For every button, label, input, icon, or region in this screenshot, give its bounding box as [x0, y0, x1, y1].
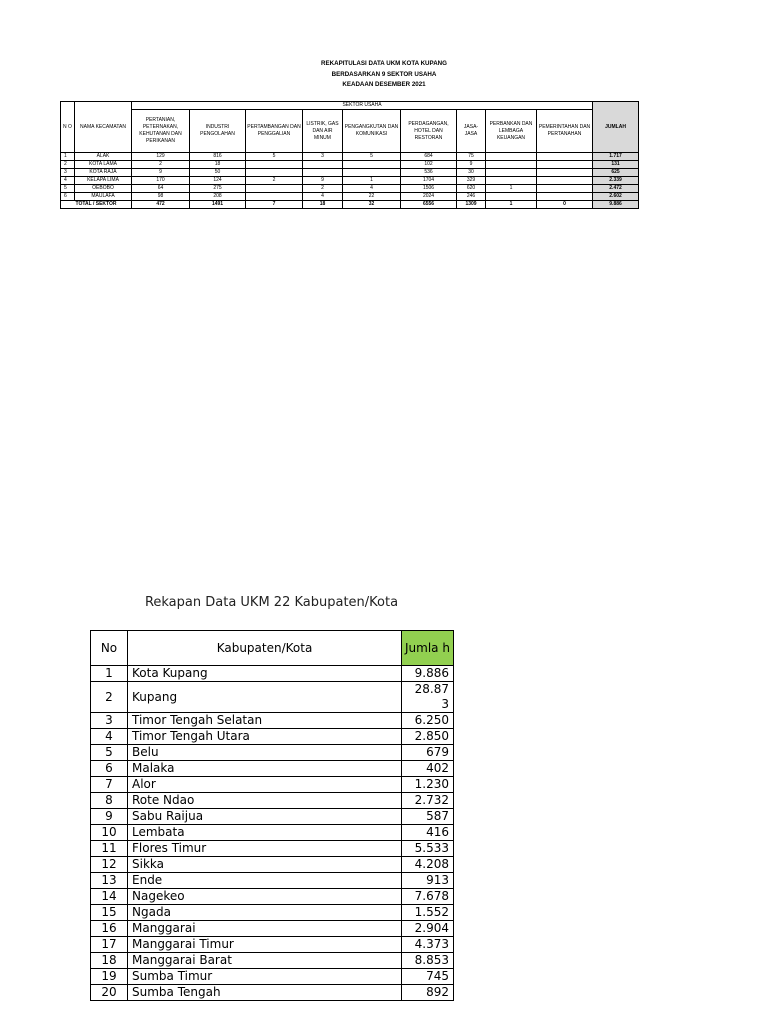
table-row	[91, 745, 454, 761]
table-row	[61, 161, 639, 169]
kab-row-jumlah: 416	[402, 825, 454, 841]
table-row	[91, 761, 454, 777]
kab-row-no: 11	[91, 841, 128, 857]
kab-row-name: Sumba Timur	[128, 969, 402, 985]
kab-row-name: Alor	[128, 777, 402, 793]
row-jumlah: 2.339	[593, 177, 639, 185]
kab-row-jumlah: 8.853	[402, 953, 454, 969]
row-sector-value: 30	[457, 169, 486, 177]
total-sector-value: 32	[343, 201, 401, 209]
row-sector-value	[303, 169, 343, 177]
kab-row-no: 16	[91, 921, 128, 937]
kab-row-name: Timor Tengah Utara	[128, 729, 402, 745]
row-sector-value	[486, 169, 537, 177]
total-sector-value: 0	[537, 201, 593, 209]
table-row	[91, 777, 454, 793]
kab-row-no: 8	[91, 793, 128, 809]
table-row	[91, 969, 454, 985]
table-row	[91, 889, 454, 905]
row-jumlah: 625	[593, 169, 639, 177]
table-row	[91, 729, 454, 745]
kab-row-jumlah: 679	[402, 745, 454, 761]
col-header-no: N O	[61, 102, 75, 153]
table-row	[61, 153, 639, 161]
col-header-sector: PENGANGKUTAN DAN KOMUNIKASI	[343, 110, 401, 153]
col-header-sector: PERBANKAN DAN LEMBAGA KEUANGAN	[486, 110, 537, 153]
kab-row-no: 1	[91, 666, 128, 682]
row-sector-value: 4	[343, 185, 401, 193]
row-sector-value	[486, 177, 537, 185]
col-header-sector: JASA-JASA	[457, 110, 486, 153]
row-no: 1	[61, 153, 75, 161]
row-sector-value: 50	[190, 169, 246, 177]
row-sector-value: 170	[132, 177, 190, 185]
row-sector-value: 246	[457, 193, 486, 201]
table-row	[61, 185, 639, 193]
row-sector-value: 5	[343, 153, 401, 161]
total-sector-value: 1	[486, 201, 537, 209]
row-kecamatan: MAULAFA	[75, 193, 132, 201]
kab-row-name: Belu	[128, 745, 402, 761]
row-kecamatan: ALAK	[75, 153, 132, 161]
row-sector-value: 18	[190, 161, 246, 169]
table-row	[91, 921, 454, 937]
kab-row-jumlah: 1.230	[402, 777, 454, 793]
kabupaten-header-row	[91, 631, 454, 666]
kab-row-name: Flores Timur	[128, 841, 402, 857]
kab-row-name: Rote Ndao	[128, 793, 402, 809]
total-jumlah: 9.886	[593, 201, 639, 209]
recap-title	[0, 59, 768, 91]
table-row	[91, 809, 454, 825]
row-sector-value: 620	[457, 185, 486, 193]
row-sector-value	[537, 185, 593, 193]
total-sector-value: 6556	[401, 201, 457, 209]
table-row	[61, 193, 639, 201]
kab-row-jumlah: 7.678	[402, 889, 454, 905]
table-row	[91, 953, 454, 969]
row-jumlah: 1.717	[593, 153, 639, 161]
col-header-sektor-usaha: SEKTOR USAHA	[132, 102, 593, 110]
table-row	[91, 841, 454, 857]
recap-title-line: REKAPITULASI DATA UKM KOTA KUPANG	[321, 60, 447, 67]
col-header-jumlah: JUMLAH	[593, 102, 639, 153]
row-kecamatan: OEBOBO	[75, 185, 132, 193]
row-sector-value	[537, 193, 593, 201]
col-header-sector: LISTRIK, GAS DAN AIR MINUM	[303, 110, 343, 153]
kab-row-name: Malaka	[128, 761, 402, 777]
row-sector-value: 75	[457, 153, 486, 161]
table-row	[61, 169, 639, 177]
row-sector-value	[537, 169, 593, 177]
row-sector-value	[486, 161, 537, 169]
row-no: 5	[61, 185, 75, 193]
table-row	[91, 873, 454, 889]
header-row	[61, 102, 639, 110]
row-sector-value: 2	[303, 185, 343, 193]
row-sector-value	[246, 193, 303, 201]
kab-row-jumlah: 2.850	[402, 729, 454, 745]
kab-row-jumlah: 2.732	[402, 793, 454, 809]
kab-row-no: 15	[91, 905, 128, 921]
kabupaten-table	[90, 630, 454, 1001]
row-sector-value: 98	[132, 193, 190, 201]
kab-row-no: 9	[91, 809, 128, 825]
row-kecamatan: KOTA RAJA	[75, 169, 132, 177]
row-sector-value	[246, 169, 303, 177]
kab-row-no: 13	[91, 873, 128, 889]
row-sector-value: 1	[343, 177, 401, 185]
row-sector-value: 102	[401, 161, 457, 169]
table-row	[91, 857, 454, 873]
recap-title-line: KEADAAN DESEMBER 2021	[342, 81, 426, 88]
kab-row-jumlah: 9.886	[402, 666, 454, 682]
kab-row-no: 14	[91, 889, 128, 905]
kab-row-jumlah: 4.208	[402, 857, 454, 873]
kabupaten-title: Rekapan Data UKM 22 Kabupaten/Kota	[144, 595, 399, 610]
col-header-sector: PERTAMBANGAN DAN PENGGALIAN	[246, 110, 303, 153]
row-sector-value: 124	[190, 177, 246, 185]
kab-row-no: 10	[91, 825, 128, 841]
row-sector-value	[537, 161, 593, 169]
row-sector-value: 1	[486, 185, 537, 193]
recap-title-line: BERDASARKAN 9 SEKTOR USAHA	[331, 70, 437, 78]
table-row	[91, 937, 454, 953]
col-header-sector: PERTANIAN, PETERNAKAN, KEHUTANAN DAN PERIKANAN	[132, 110, 190, 153]
row-no: 6	[61, 193, 75, 201]
kab-row-jumlah: 5.533	[402, 841, 454, 857]
kab-row-name: Manggarai	[128, 921, 402, 937]
kab-row-no: 18	[91, 953, 128, 969]
kab-row-jumlah: 913	[402, 873, 454, 889]
kab-row-jumlah: 1.552	[402, 905, 454, 921]
kab-row-no: 7	[91, 777, 128, 793]
row-sector-value	[246, 161, 303, 169]
row-no: 2	[61, 161, 75, 169]
row-sector-value: 208	[190, 193, 246, 201]
kab-row-name: Nagekeo	[128, 889, 402, 905]
row-jumlah: 2.472	[593, 185, 639, 193]
row-sector-value: 2	[132, 161, 190, 169]
kab-row-jumlah: 28.87 3	[402, 682, 454, 713]
kab-row-name: Ngada	[128, 905, 402, 921]
kab-row-jumlah: 587	[402, 809, 454, 825]
row-sector-value: 4	[303, 193, 343, 201]
total-label: TOTAL / SEKTOR	[61, 201, 132, 209]
table-row	[91, 793, 454, 809]
table-row	[91, 682, 454, 713]
kab-row-name: Ende	[128, 873, 402, 889]
row-sector-value: 3	[303, 153, 343, 161]
kab-row-no: 12	[91, 857, 128, 873]
total-row	[61, 201, 639, 209]
row-sector-value: 9	[303, 177, 343, 185]
row-sector-value	[486, 193, 537, 201]
kab-row-name: Kota Kupang	[128, 666, 402, 682]
kab-row-no: 20	[91, 985, 128, 1001]
table-row	[91, 713, 454, 729]
row-no: 3	[61, 169, 75, 177]
table-row	[91, 825, 454, 841]
row-sector-value: 1506	[401, 185, 457, 193]
kab-row-no: 6	[91, 761, 128, 777]
kab-row-name: Lembata	[128, 825, 402, 841]
table-row	[61, 177, 639, 185]
kab-row-no: 2	[91, 682, 128, 713]
kab-row-jumlah: 4.373	[402, 937, 454, 953]
kab-row-jumlah: 2.904	[402, 921, 454, 937]
row-sector-value: 129	[132, 153, 190, 161]
total-sector-value: 1491	[190, 201, 246, 209]
row-sector-value: 329	[457, 177, 486, 185]
kab-row-no: 4	[91, 729, 128, 745]
kab-row-jumlah: 745	[402, 969, 454, 985]
total-sector-value: 7	[246, 201, 303, 209]
kab-row-name: Sabu Raijua	[128, 809, 402, 825]
row-sector-value: 275	[190, 185, 246, 193]
row-sector-value	[486, 153, 537, 161]
col-header-sector: PERDAGANGAN, HOTEL DAN RESTORAN	[401, 110, 457, 153]
row-sector-value: 2024	[401, 193, 457, 201]
row-sector-value: 9	[132, 169, 190, 177]
kab-row-no: 19	[91, 969, 128, 985]
row-sector-value	[537, 177, 593, 185]
kab-row-no: 3	[91, 713, 128, 729]
kab-col-header-jumlah: Jumla h	[402, 631, 454, 666]
kab-row-name: Manggarai Timur	[128, 937, 402, 953]
row-jumlah: 2.602	[593, 193, 639, 201]
kab-row-no: 17	[91, 937, 128, 953]
row-sector-value	[537, 153, 593, 161]
sector-recap-table	[60, 101, 639, 209]
col-header-sector: PEMERINTAHAN DAN PERTANAHAN	[537, 110, 593, 153]
row-sector-value: 2	[246, 177, 303, 185]
col-header-kecamatan: NAMA KECAMATAN	[75, 102, 132, 153]
row-kecamatan: KOTA LAMA	[75, 161, 132, 169]
row-sector-value	[246, 185, 303, 193]
table-row	[91, 985, 454, 1001]
row-sector-value: 9	[457, 161, 486, 169]
row-sector-value: 64	[132, 185, 190, 193]
row-sector-value: 816	[190, 153, 246, 161]
sector-header-row	[61, 110, 639, 153]
table-row	[91, 666, 454, 682]
total-sector-value: 472	[132, 201, 190, 209]
row-sector-value: 5	[246, 153, 303, 161]
kab-row-no: 5	[91, 745, 128, 761]
row-sector-value	[343, 161, 401, 169]
table-row	[91, 905, 454, 921]
row-sector-value	[343, 169, 401, 177]
kab-row-jumlah: 892	[402, 985, 454, 1001]
row-jumlah: 131	[593, 161, 639, 169]
row-sector-value	[303, 161, 343, 169]
row-no: 4	[61, 177, 75, 185]
kab-row-jumlah: 402	[402, 761, 454, 777]
total-sector-value: 1309	[457, 201, 486, 209]
row-sector-value: 22	[343, 193, 401, 201]
row-sector-value: 536	[401, 169, 457, 177]
kab-row-name: Kupang	[128, 682, 402, 713]
kab-row-jumlah: 6.250	[402, 713, 454, 729]
kab-row-name: Sumba Tengah	[128, 985, 402, 1001]
col-header-sector: INDUSTRI PENGOLAHAN	[190, 110, 246, 153]
kab-row-name: Timor Tengah Selatan	[128, 713, 402, 729]
row-sector-value: 1704	[401, 177, 457, 185]
kab-col-header-name: Kabupaten/Kota	[128, 631, 402, 666]
row-kecamatan: KELAPA LIMA	[75, 177, 132, 185]
total-sector-value: 18	[303, 201, 343, 209]
row-sector-value: 684	[401, 153, 457, 161]
kab-row-name: Sikka	[128, 857, 402, 873]
kab-col-header-no: No	[91, 631, 128, 666]
kab-row-name: Manggarai Barat	[128, 953, 402, 969]
